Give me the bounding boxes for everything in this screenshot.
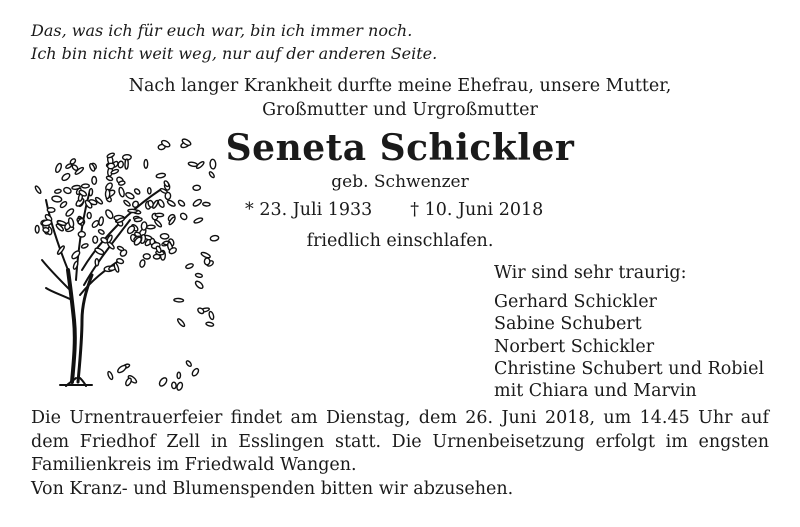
leaf-icon (107, 163, 115, 169)
leaf-icon (55, 163, 63, 173)
passing-text: friedlich einschlafen. (306, 231, 494, 251)
leaf-icon (105, 189, 109, 198)
mourner-name: Christine Schubert und Robiel (494, 358, 765, 379)
leaf-icon (98, 229, 105, 235)
leaf-icon (141, 222, 147, 231)
quote-line: Ich bin nicht weit weg, nur auf der anderen Seite. (31, 44, 438, 63)
leaf-icon (81, 243, 89, 249)
leaf-icon (155, 213, 163, 217)
memorial-quote (31, 19, 437, 65)
leaf-icon (193, 217, 203, 224)
leaf-icon (128, 209, 137, 213)
leaf-icon (71, 250, 81, 260)
leaf-icon (185, 263, 194, 269)
leaf-icon (117, 246, 124, 252)
leaf-icon (143, 254, 150, 260)
intro-text (0, 74, 800, 122)
leaf-icon (94, 247, 105, 256)
leaf-icon (134, 188, 141, 195)
leaf-icon (177, 199, 185, 207)
leaf-icon (123, 200, 131, 207)
leaf-icon (191, 367, 200, 376)
leaf-icon (134, 217, 142, 222)
leaf-icon (89, 188, 93, 195)
leaf-icon (156, 173, 166, 179)
leaf-icon (104, 209, 114, 220)
leaf-icon (167, 199, 176, 207)
leaf-icon (204, 258, 210, 265)
details-line: dem Friedhof Zell in Esslingen statt. Die Urnenbeisetzung erfolgt im engsten (31, 431, 769, 452)
leaf-icon (203, 202, 211, 206)
mourner-name: Gerhard Schickler (494, 292, 657, 313)
leaf-icon (63, 186, 72, 194)
leaf-icon (106, 152, 115, 158)
leaf-icon (78, 232, 85, 238)
leaf-icon (125, 192, 135, 200)
leaf-icon (113, 263, 119, 273)
leaf-icon (208, 171, 215, 178)
leaf-icon (194, 280, 204, 290)
leaf-icon (54, 189, 61, 194)
leaf-icon (91, 220, 100, 229)
leaf-icon (176, 382, 184, 391)
leaf-icon (177, 318, 186, 328)
leaf-icon (192, 198, 202, 207)
leaf-icon (43, 227, 50, 233)
leaf-icon (158, 376, 168, 387)
mourners-list (494, 262, 764, 402)
leaf-icon (139, 259, 146, 267)
life-dates (245, 200, 543, 220)
mourner-name: Norbert Schickler (494, 336, 655, 357)
leaf-icon (193, 185, 201, 191)
leaf-icon (208, 311, 214, 320)
birth-name: geb. Schwenzer (331, 172, 469, 192)
leaf-icon (210, 235, 219, 241)
leaf-icon (196, 161, 205, 170)
tree-with-falling-leaves-icon (20, 120, 220, 395)
leaf-icon (179, 212, 188, 221)
leaf-icon (174, 298, 184, 302)
leaf-icon (72, 185, 81, 190)
details-line: Die Urnentrauerfeier findet am Dienstag, dem 26. Juni 2018, um 14.45 Uhr auf (31, 408, 769, 428)
death-date: † 10. Juni 2018 (410, 200, 544, 220)
leaf-icon (210, 159, 216, 169)
leaf-icon (144, 160, 148, 169)
leaf-icon (34, 185, 42, 194)
leaf-icon (69, 158, 76, 165)
ceremony-details (31, 407, 769, 501)
leaf-icon (195, 273, 203, 278)
leaf-icon (117, 364, 128, 374)
leaf-icon (116, 258, 124, 265)
leaf-icon (177, 372, 181, 379)
quote-line: Das, was ich für euch war, bin ich immer noch. (31, 21, 413, 40)
mourner-name: Sabine Schubert (494, 314, 642, 335)
details-line: Familienkreis im Friedwald Wangen. (31, 455, 357, 475)
leaf-icon (125, 377, 133, 386)
leaf-icon (93, 236, 98, 243)
leaf-icon (147, 188, 151, 194)
leaf-icon (92, 176, 97, 184)
leaf-icon (35, 225, 39, 233)
leaf-icon (118, 187, 125, 197)
leaf-icon (98, 217, 104, 226)
mourners-heading: Wir sind sehr traurig: (494, 263, 687, 283)
leaf-icon (125, 159, 129, 169)
leaf-icon (172, 382, 177, 389)
intro-line: Großmutter und Urgroßmutter (262, 100, 538, 120)
leaf-icon (65, 208, 75, 218)
leaf-icon (87, 212, 91, 218)
leaf-icon (57, 245, 66, 255)
leaf-icon (206, 322, 214, 327)
leaf-icon (165, 192, 171, 199)
leaf-icon (185, 360, 192, 367)
leaf-icon (146, 225, 155, 229)
leaf-icon (107, 371, 114, 380)
deceased-name: Seneta Schickler (225, 127, 575, 169)
leaf-icon (52, 195, 63, 202)
leaf-icon (153, 254, 160, 259)
mourner-name: mit Chiara und Marvin (494, 381, 697, 402)
birth-date: * 23. Juli 1933 (245, 200, 373, 220)
leaf-icon (95, 259, 99, 266)
leaf-icon (81, 184, 89, 188)
intro-line: Nach langer Krankheit durfte meine Ehefrau, unsere Mutter, (128, 76, 672, 96)
details-line: Von Kranz- und Blumenspenden bitten wir abzusehen. (31, 478, 514, 499)
leaf-icon (61, 172, 71, 182)
leaf-icon (160, 234, 169, 239)
leaf-icon (47, 208, 55, 213)
leaf-icon (152, 200, 159, 209)
leaf-icon (157, 199, 165, 208)
